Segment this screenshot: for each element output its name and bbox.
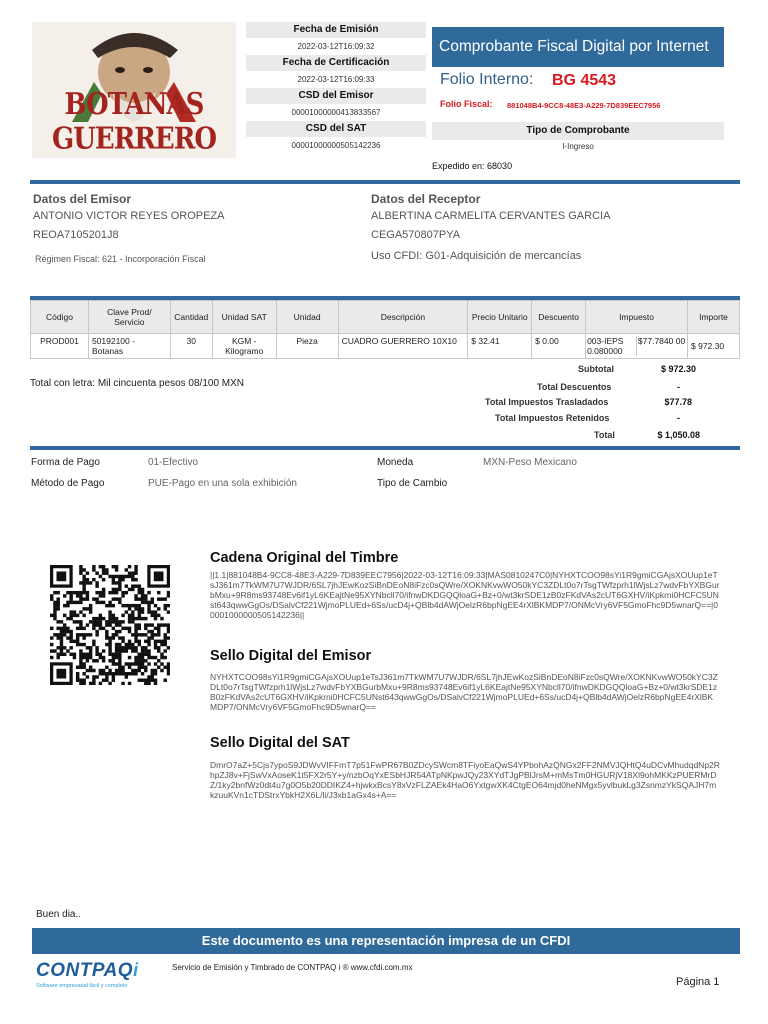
- greeting: Buen dia..: [36, 909, 82, 920]
- qr-code: [50, 565, 170, 685]
- cell-clave: 50192100 - Botanas: [88, 334, 170, 359]
- metodo-pago-value: PUE-Pago en una sola exhibición: [148, 478, 297, 489]
- emisor-rfc: REOA7105201J8: [33, 229, 119, 241]
- expedido-en: Expedido en: 68030: [432, 161, 513, 171]
- receptor-title: Datos del Receptor: [371, 192, 481, 206]
- table-row: [31, 334, 740, 359]
- csd-sat-value: 00001000000505142236: [291, 141, 381, 150]
- trasladados-value: $77.78: [664, 397, 692, 407]
- forma-pago-value: 01-Efectivo: [148, 457, 199, 468]
- divider-top: [30, 180, 740, 184]
- fecha-certificacion-label: Fecha de Certificación: [246, 55, 426, 71]
- emisor-name: ANTONIO VICTOR REYES OROPEZA: [33, 210, 225, 222]
- cfdi-header: Comprobante Fiscal Digital por Internet: [432, 27, 724, 67]
- csd-emisor-value: 00001000000413833567: [291, 108, 381, 117]
- divider-totals: [30, 446, 740, 450]
- folio-fiscal-value: 881048B4-9CC8-48E3-A229-7D839EEC7956: [507, 101, 661, 110]
- col-header-unidad: Unidad: [276, 301, 338, 334]
- subtotal-value: $ 972.30: [660, 364, 696, 374]
- cell-codigo: PROD001: [31, 334, 89, 359]
- company-logo: [32, 22, 236, 158]
- metodo-pago-label: Método de Pago: [31, 478, 105, 489]
- receptor-name: ALBERTINA CARMELITA CERVANTES GARCIA: [371, 210, 611, 222]
- contpaq-logo: [36, 960, 138, 989]
- tipo-comprobante-label: Tipo de Comprobante: [432, 122, 724, 140]
- page-number: Página 1: [676, 976, 720, 988]
- col-header-codigo: Código: [31, 301, 89, 334]
- csd-emisor-label: CSD del Emisor: [246, 88, 426, 104]
- col-header-importe: Importe: [688, 301, 740, 334]
- sello-emisor-title: Sello Digital del Emisor: [210, 648, 372, 664]
- forma-pago-label: Forma de Pago: [31, 457, 100, 468]
- trasladados-label: Total Impuestos Trasladados: [485, 397, 609, 407]
- descuentos-value: -: [677, 382, 680, 392]
- col-header-cantidad: Cantidad: [170, 301, 212, 334]
- service-text: Servicio de Emisión y Timbrado de CONTPAQ i ® www.cfdi.com.mx: [172, 963, 413, 972]
- emisor-title: Datos del Emisor: [33, 192, 132, 206]
- moneda-label: Moneda: [377, 457, 414, 468]
- total-con-letra: Total con letra: Mil cincuenta pesos 08/100 MXN: [30, 378, 244, 389]
- cell-impuesto-tipo: 003-IEPS 0.080000: [587, 336, 637, 356]
- total-label: Total: [594, 430, 615, 440]
- contpaq-logo-suffix: i: [133, 960, 139, 980]
- tipo-cambio-label: Tipo de Cambio: [377, 478, 448, 489]
- col-header-descuento: Descuento: [532, 301, 586, 334]
- col-header-clave: Clave Prod/ Servicio: [88, 301, 170, 334]
- folio-fiscal-label: Folio Fiscal:: [440, 99, 493, 109]
- col-header-precio: Precio Unitario: [468, 301, 532, 334]
- cell-descuento: $ 0.00: [532, 334, 586, 359]
- tipo-comprobante-value: I-Ingreso: [562, 142, 594, 151]
- cell-cantidad: 30: [170, 334, 212, 359]
- emisor-regimen: Régimen Fiscal: 621 - Incorporación Fiscal: [35, 254, 206, 264]
- cell-impuesto-monto: $77.7840 00: [637, 336, 686, 346]
- retenidos-label: Total Impuestos Retenidos: [495, 413, 610, 423]
- total-value: $ 1,050.08: [657, 430, 700, 440]
- sello-emisor-text: NYHXTCOO98sYi1R9gmiCGAjsXOUup1eTsJ361m7TkWM7U7WJDR/6SL7jhJEwKozSiBnDEoN8iFzc0sQWre/XOKNKvwWO50kYC3ZDLt0o7rTsgTWfzprh1lWjsLz7wdvFbYXBGurbMxu+9R8ms93748Ev6if1yL6KEajtNe95XYNbcll70/ifnwDKDGQQloaG+Bz+0/wt3krSDE1zB0zFKdVAs2cUT6GXHV/iKpkrni0HCFC5UNst643qwwGgOs/DSalvCf221WjmoPLUEd+6Ss/ucD4j+QBlb4dAWjOelzR6bpNgEE4rXlBKMDP7/ONMcVry6VF5GmoFhc9D5wnarQ==: [210, 672, 718, 712]
- sello-sat-title: Sello Digital del SAT: [210, 735, 350, 751]
- cell-descripcion: CUADRO GUERRERO 10X10: [338, 334, 468, 359]
- subtotal-label: Subtotal: [578, 364, 614, 374]
- col-header-descripcion: Descripción: [338, 301, 468, 334]
- receptor-uso-cfdi: Uso CFDI: G01-Adquisición de mercancías: [371, 250, 582, 262]
- col-header-unidad-sat: Unidad SAT: [212, 301, 276, 334]
- cell-precio: $ 32.41: [468, 334, 532, 359]
- moneda-value: MXN-Peso Mexicano: [483, 457, 577, 468]
- cell-unidad-sat: KGM - Kilogramo: [212, 334, 276, 359]
- folio-interno-value: BG 4543: [552, 72, 617, 89]
- certification-block: [246, 22, 426, 154]
- sello-sat-text: DmrO7aZ+5Cjs7ypoS9JDWvVIFFmT7p51FwPR67B0ZDcySWcm8TFiyoEaQwS4YPbohAzQNGx2FF2NMVJQHtQ4uDCvMhudqdNp2RhpZJ8v+FjSwVxAoseK1t5FX2r5Y+y/nzbOqYxESbHJR54ATpNKpwJQy23XYdTJgPBlJrsM+mMsTm0HGURjV18Xl9ohMKKzPUERMrDZ/1ky2bnfWz0dt4u7g0O5b20DDIKZ4+hjwkxBcsY8xVzFLZAEk4HaO6YxtgwXK4CtgEO64mjd0heNMgx5yvlbukLg3ZsnmzYkSQAJH7mkzuuKVn1cTDStrxYbkH2X6L/li/J3xb1aGx4s+A==: [210, 760, 720, 800]
- items-table: [30, 300, 740, 359]
- contpaq-tagline: Software empresarial fácil y completo: [36, 983, 128, 989]
- cell-unidad: Pieza: [276, 334, 338, 359]
- cadena-original-title: Cadena Original del Timbre: [210, 550, 399, 566]
- csd-sat-label: CSD del SAT: [246, 121, 426, 137]
- fecha-certificacion-value: 2022-03-12T16:09:33: [297, 75, 375, 84]
- col-header-impuesto: Impuesto: [586, 301, 688, 334]
- contpaq-logo-text: CONTPAQ: [36, 960, 134, 981]
- qr-code-graphic: [50, 565, 170, 685]
- cell-impuesto: [586, 334, 688, 359]
- items-header-row: [31, 301, 740, 334]
- cfdi-banner: Este documento es una representación impresa de un CFDI: [32, 928, 740, 954]
- receptor-rfc: CEGA570807PYA: [371, 229, 461, 241]
- logo-text: BOTANAS GUERRERO: [52, 87, 216, 157]
- cadena-original-text: ||1.1|881048B4-9CC8-48E3-A229-7D839EEC7956|2022-03-12T16:09:33|MAS0810247C0|NYHXTCOO98sYi1R9gmiCGAjsXOUup1eTsJ361m7TkWM7U7WJDR/6SL7jhJEwKozSiBnDEoN8iFzc0sQWre/XOKNKvwWO50kYC3ZDLt0o7rTsgTWfzprh1lWjsLz7wdvFbYXBGurbMxu+9R8ms93748Ev6if1yL6KEajtNe95XYNbcll70/ifnwDKDGQQloaG+Bz+0/wt3krSDE1zB0zFKdVAs2cUT6GXHV/iKpkrni0HCFC5UNst643qwwGgOs/DSalvCf221WjmoPLUEd+6Ss/ucD4j+QBlb4dAWjOelzR6bpNgEE4rXlBKMDP7/ONMcVry6VF5GmoFhc9D5wnarQ==|00001000000505142236||: [210, 570, 720, 620]
- retenidos-value: -: [677, 413, 680, 423]
- cell-importe: $ 972.30: [688, 334, 740, 359]
- fecha-emision-label: Fecha de Emisión: [246, 22, 426, 38]
- descuentos-label: Total Descuentos: [537, 382, 612, 392]
- folio-interno-label: Folio Interno:: [440, 71, 534, 88]
- fecha-emision-value: 2022-03-12T16:09:32: [297, 42, 375, 51]
